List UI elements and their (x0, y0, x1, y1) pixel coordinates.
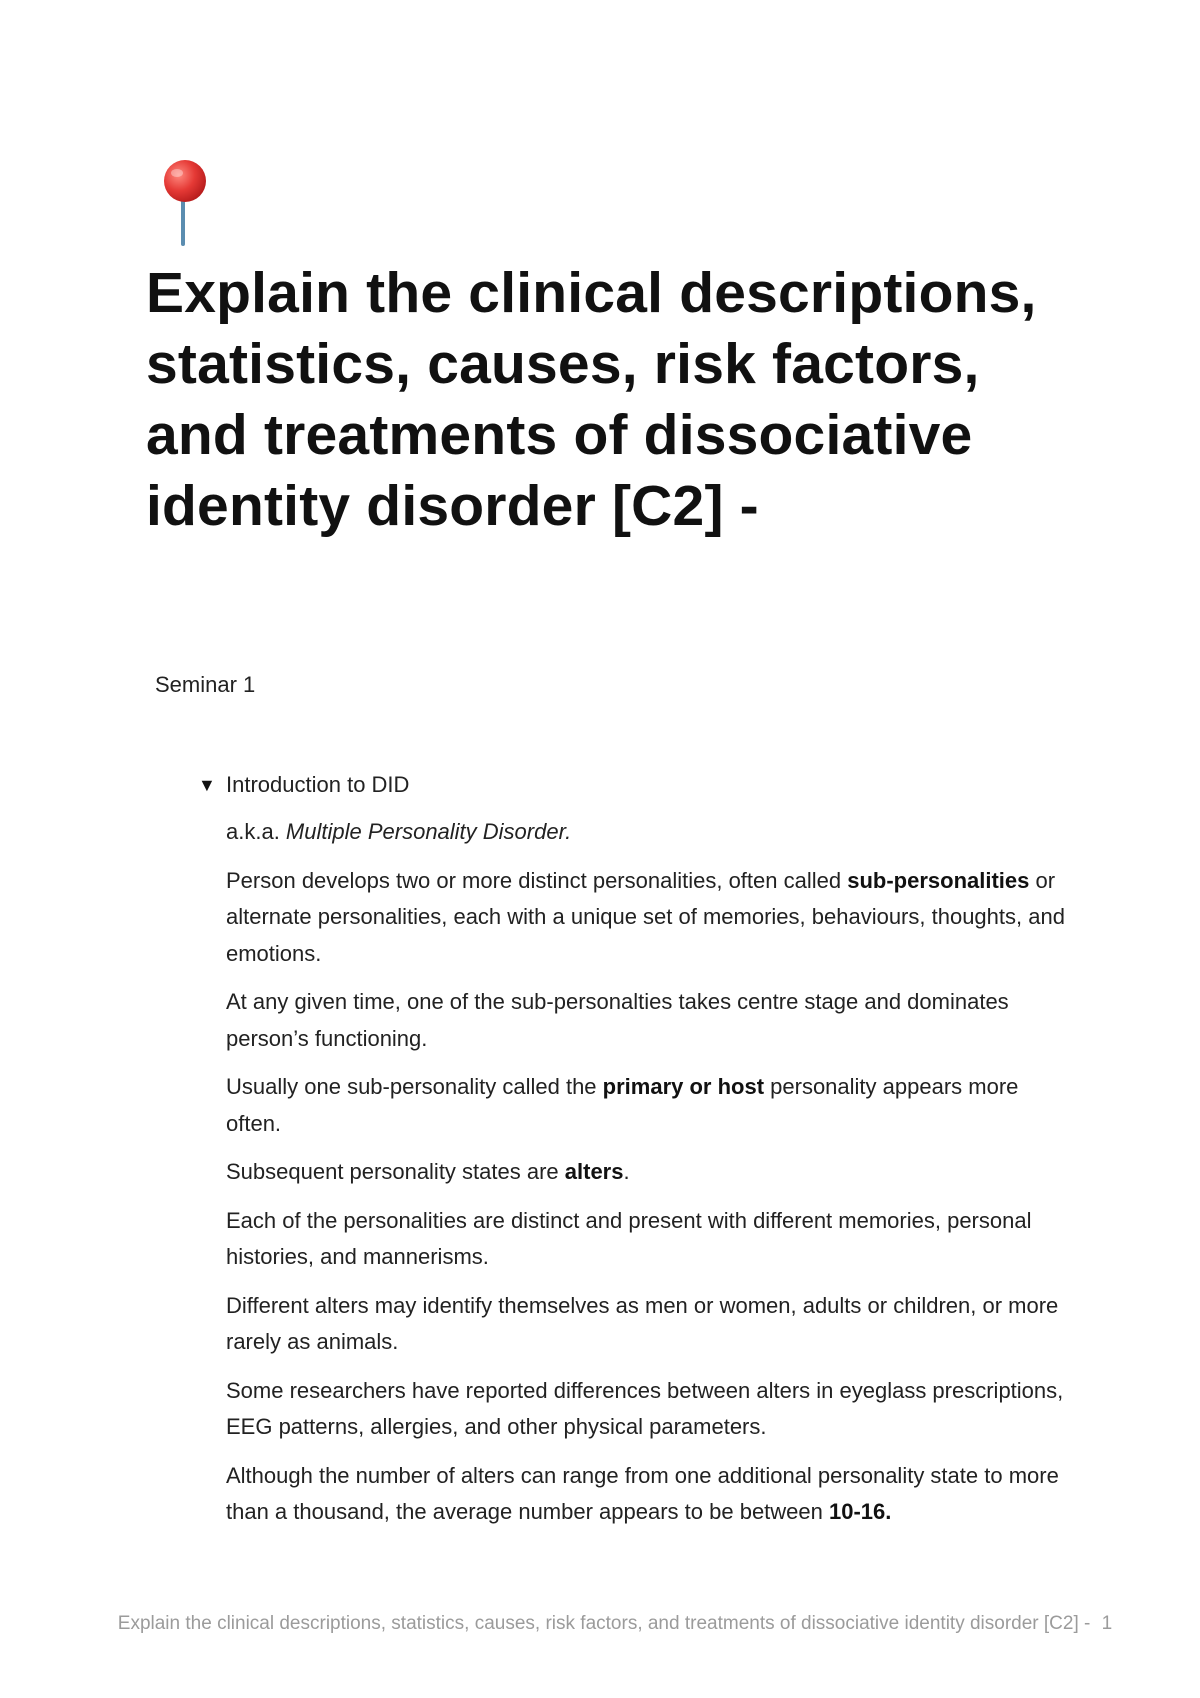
text-run: . (623, 1159, 630, 1184)
text-run: Each of the personalities are distinct and present with different memories, personal histories, and mannerisms. (226, 1207, 1032, 1269)
paragraph (226, 863, 1078, 973)
toggle-content (226, 814, 1078, 1531)
paragraph (226, 1458, 1078, 1531)
triangle-down-icon[interactable]: ▼ (198, 774, 216, 795)
bold-text: 10-16. (829, 1499, 892, 1524)
toggle-header[interactable] (198, 770, 1078, 800)
toggle-label: Introduction to DID (226, 772, 410, 797)
paragraph (226, 1069, 1078, 1142)
bold-text: primary or host (602, 1074, 765, 1099)
page-subtitle: Seminar 1 (155, 672, 256, 697)
paragraph (226, 1288, 1078, 1361)
paragraph (226, 1373, 1078, 1446)
text-run: Subsequent personality states are (226, 1159, 565, 1184)
text-run: Some researchers have reported differences between alters in eyeglass prescriptions, EEG patterns, allergies, and other physical parameters. (226, 1377, 1064, 1439)
text-run: Person develops two or more distinct personalities, often called (226, 867, 848, 893)
text-run: Usually one sub-personality called the (226, 1074, 603, 1099)
text-run: or alternate personalities, each with a unique set of memories, behaviours, thoughts, and emotions. (226, 867, 1065, 966)
page-title: Explain the clinical descriptions, statistics, causes, risk factors, and treatments of dissociative identity disorder [C2] - (146, 261, 1037, 538)
paragraph (226, 984, 1078, 1057)
footer-title: Explain the clinical descriptions, statistics, causes, risk factors, and treatments of dissociative identity disorder [C2] - (117, 1613, 1091, 1634)
bold-text: alters (564, 1159, 624, 1184)
italic-text: Multiple Personality Disorder. (285, 819, 572, 844)
bold-text: sub-personalities (847, 867, 1030, 893)
page-footer (0, 1613, 1200, 1635)
paragraph (226, 1154, 1078, 1191)
text-run: a.k.a. (226, 819, 286, 844)
footer-page-number: 1 (1101, 1613, 1113, 1634)
paragraph (226, 1203, 1078, 1276)
text-run: personality appears more often. (226, 1074, 1019, 1136)
pushpin-icon (150, 158, 220, 248)
paragraph (226, 814, 1078, 851)
text-run: Different alters may identify themselves as men or women, adults or children, or more rarely as animals. (226, 1292, 1059, 1354)
text-run: Although the number of alters can range from one additional personality state to more than a thousand, the average number appears to be between (226, 1462, 1059, 1524)
text-run: At any given time, one of the sub-personalties takes centre stage and dominates person’s functioning. (226, 989, 1009, 1051)
toggle-block-introduction (198, 770, 1078, 1543)
